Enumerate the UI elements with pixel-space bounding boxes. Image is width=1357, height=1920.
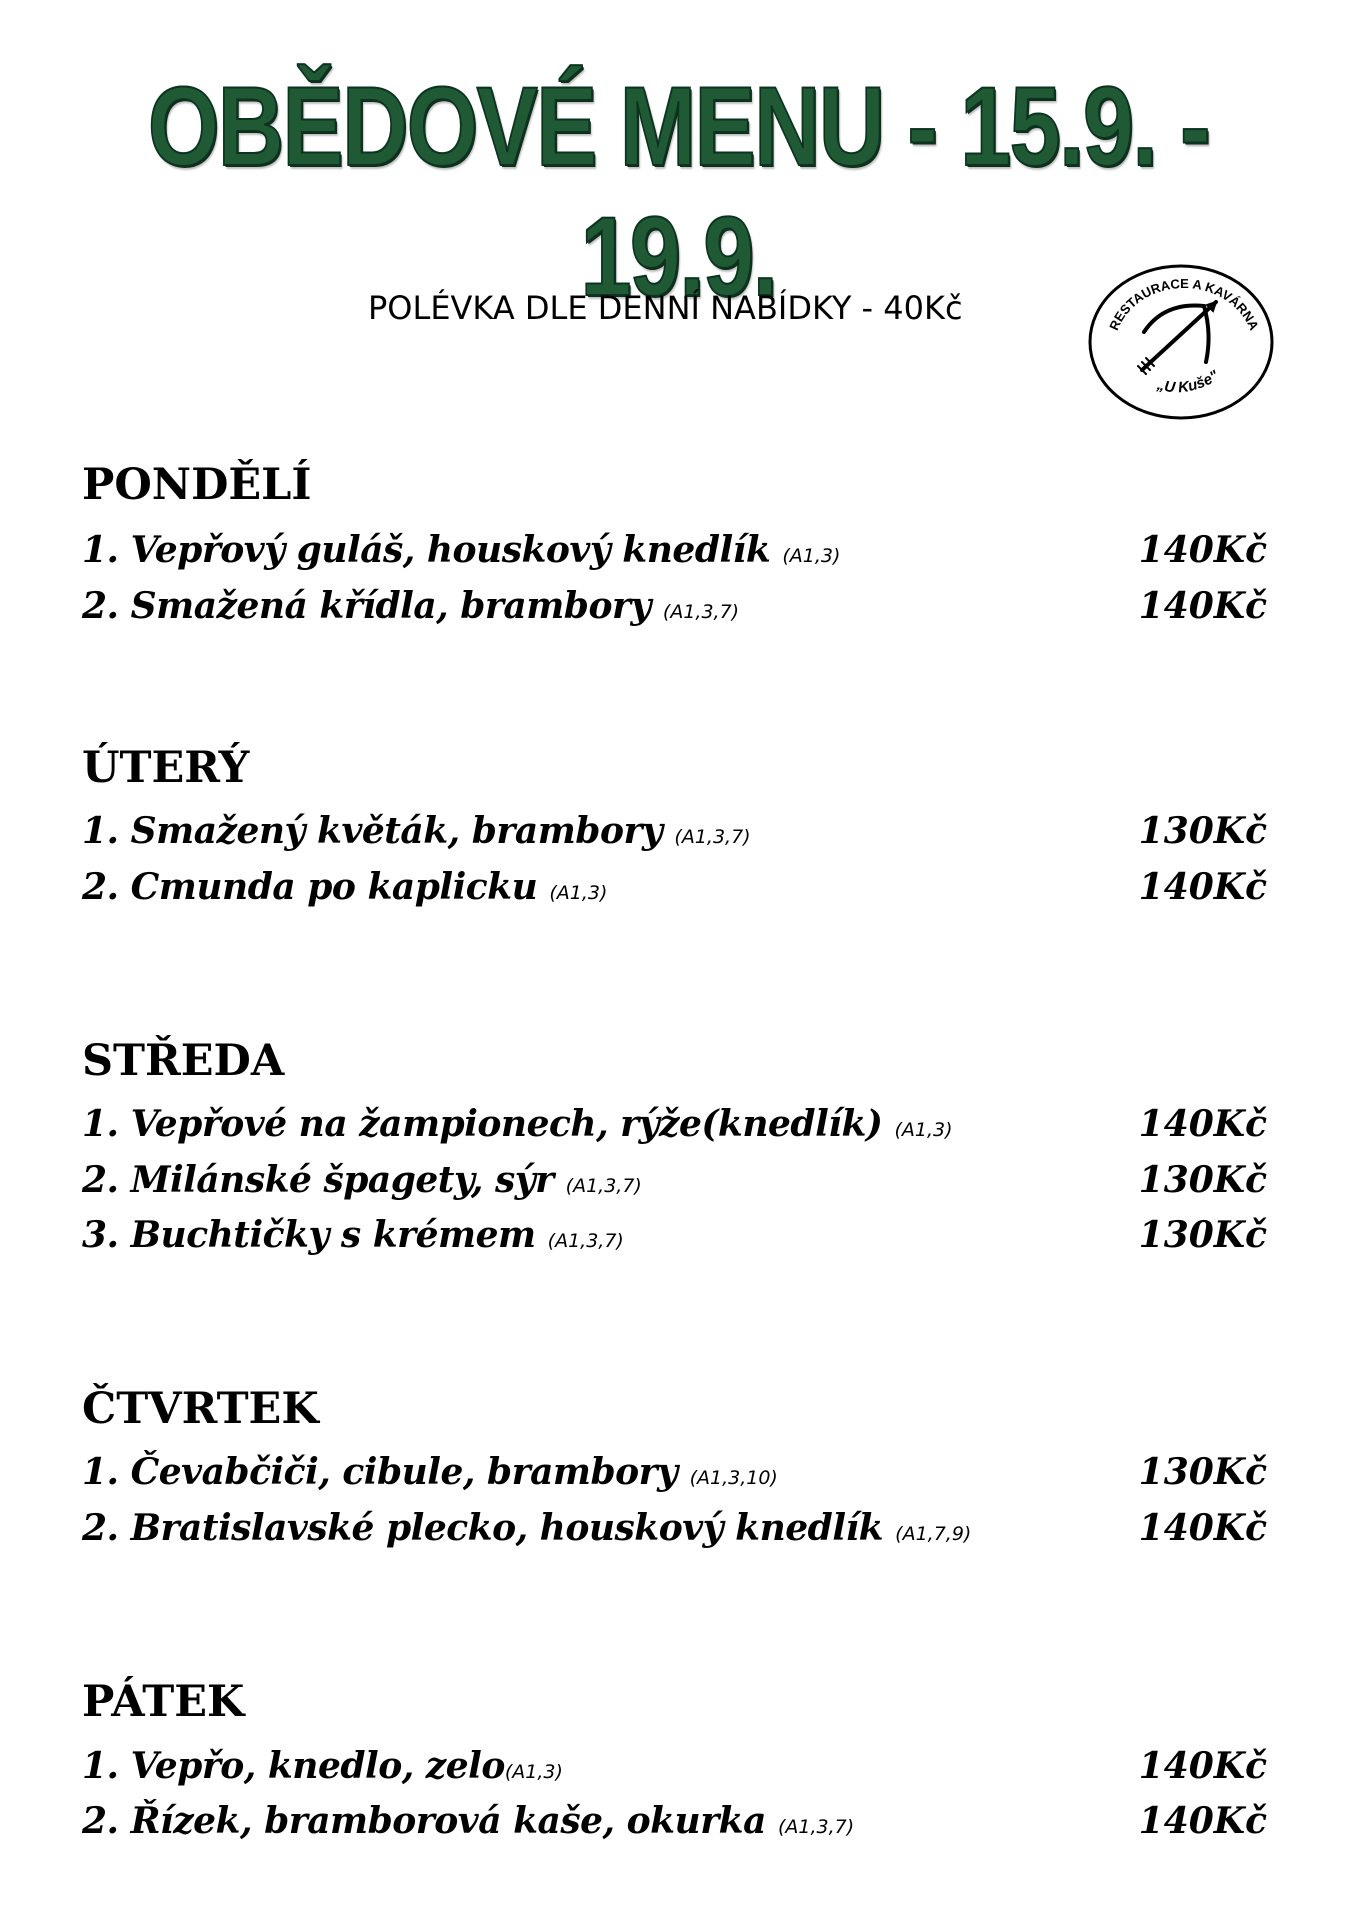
dish-allergens: (A1,3) — [549, 882, 608, 904]
dish-allergens: (A1,3,7) — [565, 1175, 642, 1197]
dish-price: 140Kč — [1138, 585, 1267, 627]
menu-item — [82, 1796, 1275, 1846]
logo-top-text: RESTAURACE A KAVÁRNA — [1106, 275, 1262, 333]
dish-price: 140Kč — [1138, 1745, 1267, 1787]
dish-allergens: (A1,3,7) — [777, 1816, 855, 1838]
dish-price: 140Kč — [1138, 529, 1267, 571]
dish-name: 2. Smažená křídla, brambory — [82, 585, 663, 627]
menu-item — [82, 1447, 1275, 1497]
day-heading-thursday: ČTVRTEK — [82, 1384, 319, 1434]
logo-bottom-text: „U Kuše" — [1155, 367, 1222, 397]
dish-allergens: (A1,3,7) — [662, 601, 740, 623]
dish-name: 1. Vepřový guláš, houskový knedlík — [82, 529, 783, 571]
dish-allergens: (A1,3,7) — [547, 1230, 624, 1252]
menu-item — [82, 581, 1275, 631]
dish-name: 2. Řízek, bramborová kaše, okurka — [82, 1800, 778, 1842]
dish-name: 3. Buchtičky s krémem — [82, 1214, 548, 1256]
soup-of-the-day: POLÉVKA DLE DENNÍ NABÍDKY - 40Kč — [368, 289, 963, 327]
dish-allergens: (A1,3) — [782, 545, 841, 567]
day-heading-friday: PÁTEK — [82, 1677, 245, 1727]
dish-name: 1. Vepřové na žampionech, rýže(knedlík) — [82, 1103, 895, 1145]
dish-price: 130Kč — [1138, 1159, 1267, 1201]
dish-price: 130Kč — [1138, 1451, 1267, 1493]
menu-item — [82, 806, 1275, 856]
menu-item — [82, 1741, 1275, 1791]
dish-allergens: (A1,3,10) — [689, 1467, 778, 1489]
menu-item — [82, 525, 1275, 575]
menu-title: OBĚDOVÉ MENU - 15.9. - 19.9. — [147, 64, 1210, 319]
menu-item — [82, 1210, 1275, 1260]
dish-allergens: (A1,7,9) — [895, 1523, 972, 1545]
dish-allergens: (A1,3,7) — [674, 826, 751, 848]
dish-price: 140Kč — [1138, 866, 1267, 908]
dish-price: 140Kč — [1138, 1103, 1267, 1145]
dish-allergens: (A1,3) — [504, 1761, 563, 1783]
dish-price: 130Kč — [1138, 1214, 1267, 1256]
dish-name: 2. Milánské špagety, sýr — [82, 1159, 566, 1201]
dish-price: 140Kč — [1138, 1800, 1267, 1842]
menu-item — [82, 1503, 1275, 1553]
day-heading-wednesday: STŘEDA — [82, 1036, 285, 1086]
dish-name: 1. Čevabčiči, cibule, brambory — [82, 1451, 690, 1493]
day-heading-monday: PONDĚLÍ — [82, 460, 312, 510]
dish-name: 1. Vepřo, knedlo, zelo — [82, 1745, 505, 1787]
dish-allergens: (A1,3) — [894, 1119, 953, 1141]
restaurant-logo — [1086, 262, 1276, 422]
menu-item — [82, 1099, 1275, 1149]
dish-name: 2. Cmunda po kaplicku — [82, 866, 550, 908]
dish-price: 130Kč — [1138, 810, 1267, 852]
day-heading-tuesday: ÚTERÝ — [82, 743, 250, 793]
menu-item — [82, 1155, 1275, 1205]
dish-price: 140Kč — [1138, 1507, 1267, 1549]
menu-item — [82, 862, 1275, 912]
dish-name: 2. Bratislavské plecko, houskový knedlík — [82, 1507, 896, 1549]
dish-name: 1. Smažený květák, brambory — [82, 810, 675, 852]
